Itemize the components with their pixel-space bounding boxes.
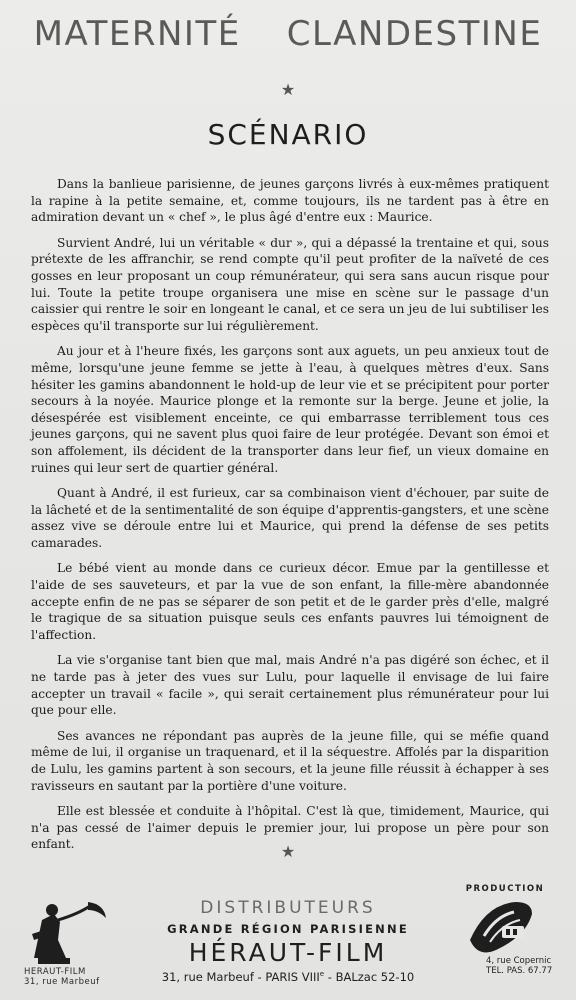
section-heading: SCÉNARIO [207,118,369,151]
paragraph-7: Ses avances ne répondant pas auprès de la jeune fille, qui se méfie quand même de lui, il organise un traquenard, et il la séquestre. Affolés par la disparition de Lulu, les gamins partent à son secours, et la jeune fille réussit à échapper à ses ravisseurs en sautant par la portière d'une voiture. [31,728,549,793]
title-word-2: CLANDESTINE [286,14,543,54]
production-address [486,956,566,976]
paragraph-3: Au jour et à l'heure fixés, les garçons sont aux aguets, un peu anxieux tout de même, lorsqu'une jeune femme se jette à l'eau, à quelques mètres d'eux. Sans hésiter les gamins abandonnent le hold-up de leur vie et se précipitent pour porter secours à la noyée. Maurice plonge et la remonte sur la berge. Jeune et jolie, la désespérée est visiblement enceinte, ce qui embarrasse terriblement tous ces jeunes garçons, qui ne savent plus quoi faire de leur protégée. Devant son émoi et son affolement, ils décident de la transporter dans leur fief, un vieux domaine en ruines qui leur sert de quartier général. [31,344,549,475]
paragraph-1: Dans la banlieue parisienne, de jeunes garçons livrés à eux-mêmes pratiquent la rapine à la petite semaine, et, comme toujours, ils ne tardent pas à être en admiration devant un « chef », le plus âgé d'entre eux : Maurice. [31,177,549,225]
region-label: GRANDE RÉGION PARISIENNE [167,922,409,936]
distributor-brand: HÉRAUT-FILM [188,938,388,967]
production-label: PRODUCTION [465,884,545,894]
synopsis-text [31,176,549,862]
star-icon: ★ [280,842,296,861]
production-street: 4, rue Copernic [486,956,552,966]
star-icon: ★ [280,80,296,99]
distributor-address [126,970,450,984]
herald-trumpet-logo-icon [28,900,114,968]
left-caption-address: 31, rue Marbeuf [24,977,100,987]
production-phone: TEL. PAS. 67.77 [486,966,553,976]
film-title [0,14,576,54]
paragraph-6: La vie s'organise tant bien que mal, mais André n'a pas digéré son échec, et il ne tarde pas à jeter des vues sur Lulu, pour laquelle il envisage de lui faire accepter un travail « facile », qui serait certainement plus rémunérateur pour lui que pour elle. [31,653,549,718]
distributors-label: DISTRIBUTEURS [200,898,376,918]
title-word-1: MATERNITÉ [33,14,241,54]
address-superscript: e [319,970,325,979]
left-caption-name: HERAUT-FILM [24,967,86,977]
address-street: 31, rue Marbeuf - PARIS VIII [161,970,320,984]
address-phone: - BALzac 52-10 [324,970,415,984]
paragraph-8: Elle est blessée et conduite à l'hôpital. C'est là que, timidement, Maurice, qui n'a pas cessé de l'aimer depuis le premier jour, lui propose un père pour son enfant. [31,804,549,852]
paragraph-4: Quant à André, il est furieux, car sa combinaison vient d'échouer, par suite de la lâcheté et de la sentimentalité de son équipe d'apprentis-gangsters, et une scène assez vive se déroule entre lui et Maurice, qui prend la défense de ses petits camarades. [31,486,549,550]
left-logo-caption [24,967,120,987]
production-logo-icon [466,896,536,960]
paragraph-2: Survient André, lui un véritable « dur », qui a dépassé la trentaine et qui, sous prétexte de les affranchir, se rend compte qu'il peut profiter de la naïveté de ces gosses en leur proposant un coup rémunérateur, qui sera sans aucun risque pour lui. Toute la petite troupe organisera une mise en scène sur le passage d'un caissier qui rentre le soir en longeant le canal, et ce sera un jeu de lui subtiliser les espèces qu'il transporte sur lui régulièrement. [31,235,549,333]
paragraph-5: Le bébé vient au monde dans ce curieux décor. Emue par la gentillesse et l'aide de ses sauveteurs, et par la vue de son enfant, la fille-mère abandonnée accepte enfin de ne pas se séparer de son petit et de le garder près d'elle, malgré le tragique de sa situation puisque seuls ces enfants pauvres lui témoignent de l'affection. [31,561,549,642]
